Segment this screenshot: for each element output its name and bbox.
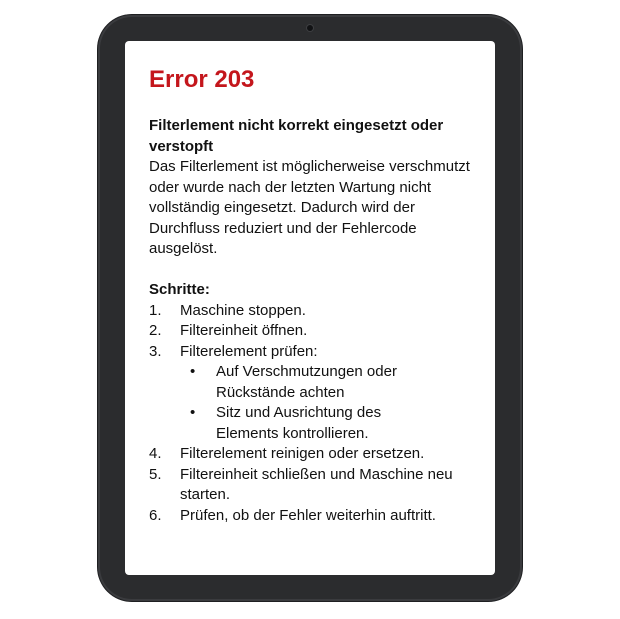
substep-text: Auf Verschmutzungen oder Rückstände achten [216,363,397,401]
tablet-device [98,15,522,601]
step-item [149,444,485,465]
error-content [149,65,485,526]
substep-item [180,403,436,444]
error-title: Error 203 [149,66,255,93]
step-text: Filterelement reinigen oder ersetzen. [180,445,425,462]
error-description: Das Filterlement ist möglicherweise verschmutzt oder wurde nach der letzten Wartung nicht vollständig eingesetzt. Dadurch wird der Durchfluss reduziert und der Fehlercode ausgelöst. [149,158,470,257]
substep-item [180,362,436,403]
steps-heading: Schritte: [149,281,210,298]
substep-text: Sitz und Ausrichtung des Elements kontrollieren. [216,404,382,442]
error-subtitle: Filterlement nicht korrekt eingesetzt oder verstopft [149,117,444,155]
step-number: 6. [149,506,162,524]
step-text: Filterelement prüfen: [180,342,318,360]
step-text: Prüfen, ob der Fehler weiterhin auftritt. [180,506,436,524]
step-text: Maschine stoppen. [180,301,306,319]
step-number: 2. [149,322,162,339]
tablet-screen [125,41,495,575]
step-number: 3. [149,342,162,360]
step-number: 5. [149,465,162,483]
step-text: Filtereinheit schließen und Maschine neu starten. [180,465,453,503]
step-text: Filtereinheit öffnen. [180,322,308,339]
bullet-icon: • [190,404,196,421]
substeps-list [180,362,485,444]
bullet-icon: • [190,363,196,380]
step-item [149,465,485,506]
step-item [149,301,485,322]
step-number: 1. [149,301,162,319]
step-item [149,321,485,342]
step-item [149,342,485,445]
step-item [149,506,485,527]
camera-icon [307,25,313,31]
step-number: 4. [149,445,162,462]
steps-list [149,301,485,527]
